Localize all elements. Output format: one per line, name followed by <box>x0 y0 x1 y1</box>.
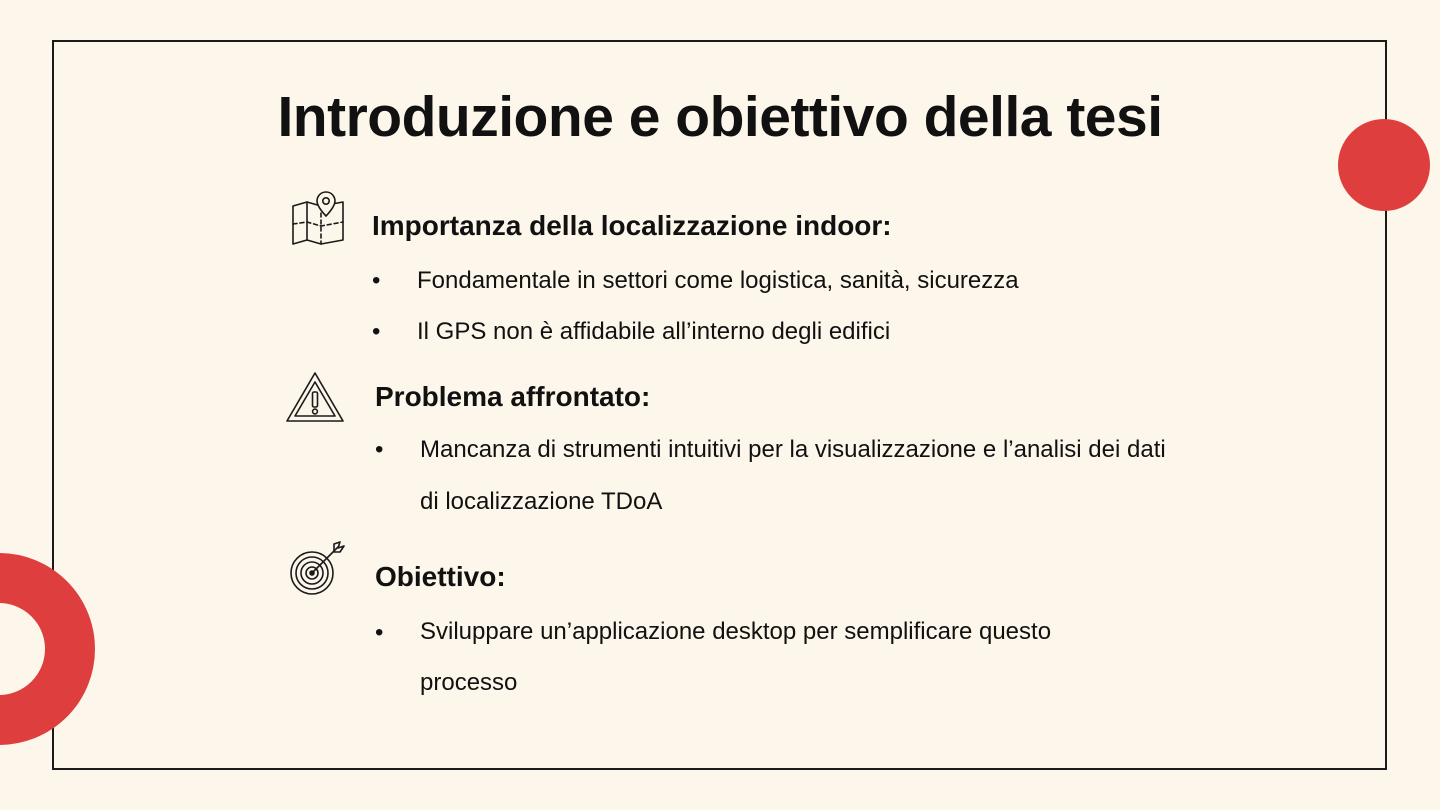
section-heading-objective: Obiettivo: <box>375 561 506 592</box>
bullet-text: Fondamentale in settori come logistica, sanità, sicurezza <box>417 267 1019 294</box>
bullet-dot: • <box>372 267 381 294</box>
warning-triangle-icon <box>284 370 346 426</box>
section-heading-problem: Problema affrontato: <box>375 381 651 412</box>
bullet-text-continuation: di localizzazione TDoA <box>420 488 663 515</box>
bullet-dot: • <box>372 318 381 345</box>
target-arrow-icon <box>288 540 348 598</box>
bullet-dot: • <box>375 619 384 646</box>
section-heading-importance: Importanza della localizzazione indoor: <box>372 210 892 241</box>
map-pin-icon <box>290 190 346 246</box>
slide-title: Introduzione e obiettivo della tesi <box>277 85 1163 149</box>
bullet-text: Il GPS non è affidabile all’interno degli edifici <box>417 318 891 345</box>
bullet-text: Mancanza di strumenti intuitivi per la visualizzazione e l’analisi dei dati <box>420 436 1166 463</box>
bullet-dot: • <box>375 436 384 463</box>
bullet-text-continuation: processo <box>420 669 518 696</box>
bullet-text: Sviluppare un’applicazione desktop per semplificare questo <box>420 618 1052 645</box>
